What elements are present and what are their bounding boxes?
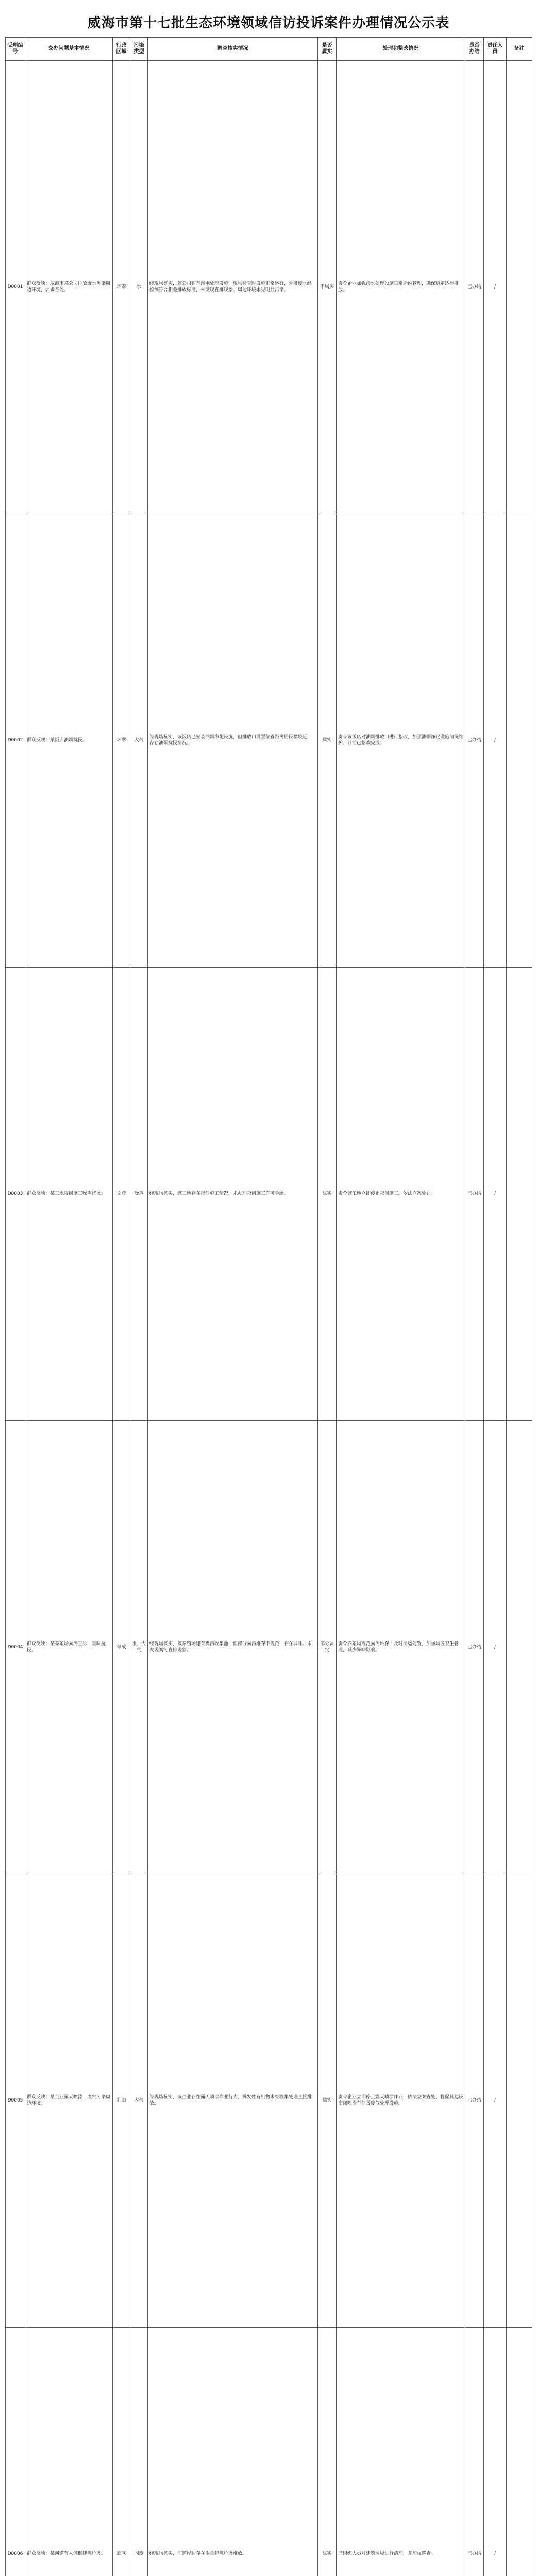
table-cell-id: D0002 — [6, 514, 25, 968]
table-cell-verify: 经现场核实，该养殖场建有粪污收集池，但部分粪污堆存不规范，存在异味。未发现粪污直排现象。 — [148, 1421, 318, 1874]
table-cell-done: 已办结 — [465, 514, 484, 968]
table-cell-done: 已办结 — [465, 2328, 484, 2576]
table-body — [6, 61, 532, 2576]
page-title: 威海市第十七批生态环境领域信访投诉案件办理情况公示表 — [87, 15, 449, 31]
table-cell-id: D0003 — [6, 968, 25, 1421]
header-cell: 交办问题基本情况 — [25, 38, 113, 61]
table-cell-note — [507, 514, 532, 968]
table-cell-handle: 责令企业加强污水处理设施日常运维管理，确保稳定达标排放。 — [337, 61, 465, 514]
table-cell-done: 已办结 — [465, 1874, 484, 2328]
table-cell-type: 噪声 — [130, 968, 148, 1421]
table-cell-done: 已办结 — [465, 968, 484, 1421]
table-cell-id: D0004 — [6, 1421, 25, 1874]
table-cell-true: 属实 — [318, 1874, 337, 2328]
table-cell-handle: 责令该工地立即停止夜间施工，依法立案处罚。 — [337, 968, 465, 1421]
table-cell-issue: 群众反映：某企业露天喷漆，废气污染周边环境。 — [25, 1874, 113, 2328]
table-cell-issue: 群众反映：某河道有人倾倒建筑垃圾。 — [25, 2328, 113, 2576]
table-row — [6, 1421, 532, 1874]
table-cell-region: 高区 — [113, 2328, 130, 2576]
table-row — [6, 2328, 532, 2576]
table-cell-region: 荣成 — [113, 1421, 130, 1874]
table-cell-true: 属实 — [318, 968, 337, 1421]
table-cell-type: 大气 — [130, 514, 148, 968]
table-cell-note — [507, 1421, 532, 1874]
table-cell-duty: / — [484, 514, 507, 968]
header-cell: 处理和整改情况 — [337, 38, 465, 61]
table-cell-issue: 群众反映：某饭店油烟扰民。 — [25, 514, 113, 968]
table-cell-id: D0005 — [6, 1874, 25, 2328]
table-cell-issue: 群众反映：某工地夜间施工噪声扰民。 — [25, 968, 113, 1421]
table-cell-duty: / — [484, 1421, 507, 1874]
table-cell-verify: 经现场核实，该企业存在露天喷涂作业行为，挥发性有机物未经收集处理直接排放。 — [148, 1874, 318, 2328]
table-cell-region: 乳山 — [113, 1874, 130, 2328]
table-cell-region: 环翠 — [113, 61, 130, 514]
table-cell-note — [507, 1874, 532, 2328]
table-cell-true: 部分属实 — [318, 1421, 337, 1874]
table-cell-type: 固废 — [130, 2328, 148, 2576]
table-row — [6, 514, 532, 968]
table-cell-region: 环翠 — [113, 514, 130, 968]
table-cell-type: 水、大气 — [130, 1421, 148, 1874]
table-cell-verify: 经现场核实，该公司建有污水处理设施，现场检查时设施正常运行，外排废水经检测符合相关排放标准，未发现直排现象。周边环境未见明显污染。 — [148, 61, 318, 514]
header-cell: 责任人员 — [484, 38, 507, 61]
table-cell-handle: 责令该饭店对油烟排放口进行整改，加强油烟净化设施清洗维护。目前已整改完成。 — [337, 514, 465, 968]
table-cell-true: 不属实 — [318, 61, 337, 514]
header-cell: 行政区域 — [113, 38, 130, 61]
complaint-table — [5, 37, 532, 2576]
header-cell: 受理编号 — [6, 38, 25, 61]
table-header-row — [6, 38, 532, 61]
table-cell-done: 已办结 — [465, 61, 484, 514]
table-cell-issue: 群众反映：某养殖场粪污直排，臭味扰民。 — [25, 1421, 113, 1874]
table-cell-note — [507, 2328, 532, 2576]
header-cell: 备注 — [507, 38, 532, 61]
table-cell-duty: / — [484, 1874, 507, 2328]
table-cell-note — [507, 61, 532, 514]
table-cell-duty: / — [484, 968, 507, 1421]
table-row — [6, 61, 532, 514]
table-cell-true: 属实 — [318, 514, 337, 968]
table-cell-issue: 群众反映：威海市某公司排放废水污染周边环境，要求查处。 — [25, 61, 113, 514]
table-cell-handle: 责令养殖场规范粪污堆存，及时清运处置，加强场区卫生管理，减少异味影响。 — [337, 1421, 465, 1874]
table-row — [6, 968, 532, 1421]
table-row — [6, 1874, 532, 2328]
table-cell-region: 文登 — [113, 968, 130, 1421]
table-cell-type: 水 — [130, 61, 148, 514]
table-cell-duty: / — [484, 2328, 507, 2576]
table-cell-verify: 经现场核实，该工地存在夜间施工情况，未办理夜间施工许可手续。 — [148, 968, 318, 1421]
header-cell: 调查核实情况 — [148, 38, 318, 61]
table-cell-handle: 已组织人员对建筑垃圾进行清理，并加强巡查。 — [337, 2328, 465, 2576]
table-cell-note — [507, 968, 532, 1421]
table-cell-id: D0001 — [6, 61, 25, 514]
header-cell: 是否办结 — [465, 38, 484, 61]
table-cell-true: 属实 — [318, 2328, 337, 2576]
table-cell-verify: 经现场核实，河道岸边存在少量建筑垃圾堆放。 — [148, 2328, 318, 2576]
header-cell: 是否属实 — [318, 38, 337, 61]
table-cell-type: 大气 — [130, 1874, 148, 2328]
header-cell: 污染类型 — [130, 38, 148, 61]
table-cell-verify: 经现场核实，该饭店已安装油烟净化设施，但排放口设置位置距离居民楼较近，存在油烟扰民情况。 — [148, 514, 318, 968]
table-cell-id: D0006 — [6, 2328, 25, 2576]
table-cell-handle: 责令企业立即停止露天喷涂作业，依法立案查处，督促其建设密闭喷涂车间及废气处理设施。 — [337, 1874, 465, 2328]
table-cell-done: 已办结 — [465, 1421, 484, 1874]
table-cell-duty: / — [484, 61, 507, 514]
